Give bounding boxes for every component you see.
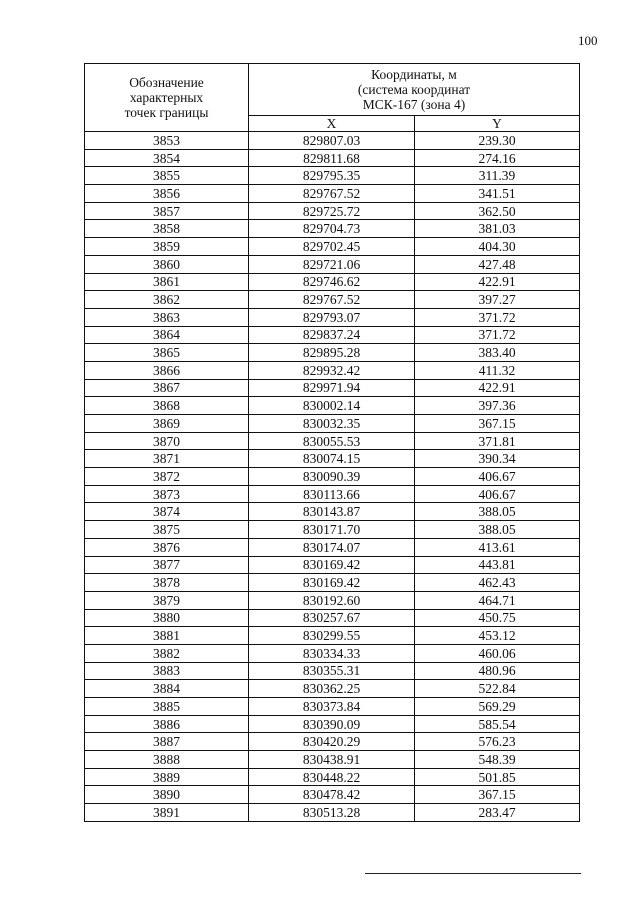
point-id-cell: 3856 <box>85 185 249 203</box>
point-id-cell: 3858 <box>85 220 249 238</box>
table-row <box>85 751 580 769</box>
x-coordinate-cell: 829811.68 <box>249 149 415 167</box>
x-coordinate-cell: 830334.33 <box>249 644 415 662</box>
point-id-cell: 3862 <box>85 291 249 309</box>
table-row <box>85 220 580 238</box>
table-row <box>85 591 580 609</box>
table-row <box>85 521 580 539</box>
x-coordinate-cell: 830174.07 <box>249 538 415 556</box>
x-coordinate-cell: 829704.73 <box>249 220 415 238</box>
table-row <box>85 291 580 309</box>
table-row <box>85 202 580 220</box>
y-coordinate-cell: 390.34 <box>415 450 580 468</box>
point-id-cell: 3887 <box>85 733 249 751</box>
table-row <box>85 361 580 379</box>
point-id-cell: 3868 <box>85 397 249 415</box>
y-coordinate-cell: 462.43 <box>415 574 580 592</box>
y-coordinate-cell: 239.30 <box>415 132 580 150</box>
point-id-cell: 3860 <box>85 255 249 273</box>
x-coordinate-cell: 830032.35 <box>249 415 415 433</box>
point-id-cell: 3866 <box>85 361 249 379</box>
y-coordinate-cell: 274.16 <box>415 149 580 167</box>
y-coordinate-cell: 585.54 <box>415 715 580 733</box>
point-id-cell: 3864 <box>85 326 249 344</box>
y-coordinate-cell: 406.67 <box>415 485 580 503</box>
table-row <box>85 804 580 822</box>
table-row <box>85 273 580 291</box>
table-row <box>85 255 580 273</box>
y-coordinate-cell: 480.96 <box>415 662 580 680</box>
table-row <box>85 397 580 415</box>
y-coordinate-cell: 388.05 <box>415 503 580 521</box>
x-coordinate-cell: 829932.42 <box>249 361 415 379</box>
x-coordinate-cell: 829795.35 <box>249 167 415 185</box>
x-coordinate-cell: 829971.94 <box>249 379 415 397</box>
table-row <box>85 574 580 592</box>
table-row <box>85 627 580 645</box>
table-row <box>85 185 580 203</box>
point-id-cell: 3865 <box>85 344 249 362</box>
x-coordinate-cell: 829767.52 <box>249 185 415 203</box>
point-id-cell: 3855 <box>85 167 249 185</box>
table-row <box>85 609 580 627</box>
y-coordinate-cell: 397.36 <box>415 397 580 415</box>
y-coordinate-cell: 311.39 <box>415 167 580 185</box>
y-coordinate-cell: 397.27 <box>415 291 580 309</box>
point-id-cell: 3875 <box>85 521 249 539</box>
x-coordinate-cell: 830513.28 <box>249 804 415 822</box>
table-row <box>85 167 580 185</box>
x-coordinate-cell: 830143.87 <box>249 503 415 521</box>
page-number: 100 <box>578 33 598 48</box>
y-coordinate-cell: 501.85 <box>415 768 580 786</box>
table-body <box>85 132 580 822</box>
table-row <box>85 379 580 397</box>
y-coordinate-cell: 450.75 <box>415 609 580 627</box>
x-coordinate-cell: 830448.22 <box>249 768 415 786</box>
table-row <box>85 503 580 521</box>
point-id-cell: 3859 <box>85 238 249 256</box>
point-id-cell: 3886 <box>85 715 249 733</box>
x-coordinate-cell: 830002.14 <box>249 397 415 415</box>
table-row <box>85 485 580 503</box>
point-id-cell: 3853 <box>85 132 249 150</box>
table-row <box>85 238 580 256</box>
x-coordinate-cell: 830478.42 <box>249 786 415 804</box>
table-row <box>85 326 580 344</box>
y-coordinate-cell: 576.23 <box>415 733 580 751</box>
y-coordinate-cell: 569.29 <box>415 698 580 716</box>
table-row <box>85 662 580 680</box>
table-row <box>85 149 580 167</box>
table-row <box>85 556 580 574</box>
x-coordinate-cell: 830438.91 <box>249 751 415 769</box>
x-coordinate-cell: 830113.66 <box>249 485 415 503</box>
point-id-cell: 3891 <box>85 804 249 822</box>
point-id-cell: 3871 <box>85 450 249 468</box>
x-coordinate-cell: 830257.67 <box>249 609 415 627</box>
point-id-cell: 3869 <box>85 415 249 433</box>
x-coordinate-cell: 829725.72 <box>249 202 415 220</box>
point-id-cell: 3854 <box>85 149 249 167</box>
table-row <box>85 415 580 433</box>
y-coordinate-cell: 367.15 <box>415 415 580 433</box>
y-coordinate-cell: 411.32 <box>415 361 580 379</box>
y-coordinate-cell: 548.39 <box>415 751 580 769</box>
point-id-cell: 3888 <box>85 751 249 769</box>
point-id-cell: 3883 <box>85 662 249 680</box>
point-id-cell: 3881 <box>85 627 249 645</box>
y-coordinate-cell: 443.81 <box>415 556 580 574</box>
x-column-header: X <box>249 116 415 132</box>
y-coordinate-cell: 371.81 <box>415 432 580 450</box>
table-row <box>85 308 580 326</box>
y-coordinate-cell: 371.72 <box>415 308 580 326</box>
x-coordinate-cell: 830192.60 <box>249 591 415 609</box>
y-coordinate-cell: 427.48 <box>415 255 580 273</box>
table-row <box>85 538 580 556</box>
x-coordinate-cell: 830074.15 <box>249 450 415 468</box>
y-coordinate-cell: 522.84 <box>415 680 580 698</box>
x-coordinate-cell: 830373.84 <box>249 698 415 716</box>
x-coordinate-cell: 830355.31 <box>249 662 415 680</box>
table-row <box>85 432 580 450</box>
x-coordinate-cell: 829807.03 <box>249 132 415 150</box>
coordinates-header: Координаты, м (система координат МСК-167 (зона 4) <box>249 64 580 116</box>
x-coordinate-cell: 830169.42 <box>249 574 415 592</box>
x-coordinate-cell: 830362.25 <box>249 680 415 698</box>
x-coordinate-cell: 830299.55 <box>249 627 415 645</box>
y-coordinate-cell: 422.91 <box>415 273 580 291</box>
table-row <box>85 680 580 698</box>
point-id-cell: 3863 <box>85 308 249 326</box>
y-coordinate-cell: 388.05 <box>415 521 580 539</box>
table-row <box>85 644 580 662</box>
point-id-cell: 3884 <box>85 680 249 698</box>
y-coordinate-cell: 381.03 <box>415 220 580 238</box>
x-coordinate-cell: 829702.45 <box>249 238 415 256</box>
point-id-cell: 3880 <box>85 609 249 627</box>
y-coordinate-cell: 460.06 <box>415 644 580 662</box>
y-coordinate-cell: 341.51 <box>415 185 580 203</box>
point-id-cell: 3885 <box>85 698 249 716</box>
point-id-cell: 3879 <box>85 591 249 609</box>
point-designation-header: Обозначение характерных точек границы <box>85 64 249 132</box>
y-coordinate-cell: 371.72 <box>415 326 580 344</box>
table-row <box>85 715 580 733</box>
y-coordinate-cell: 453.12 <box>415 627 580 645</box>
y-coordinate-cell: 422.91 <box>415 379 580 397</box>
footer-rule <box>365 873 581 874</box>
y-coordinate-cell: 367.15 <box>415 786 580 804</box>
point-id-cell: 3889 <box>85 768 249 786</box>
table-row <box>85 344 580 362</box>
table-row <box>85 450 580 468</box>
point-id-cell: 3867 <box>85 379 249 397</box>
point-id-cell: 3861 <box>85 273 249 291</box>
x-coordinate-cell: 830171.70 <box>249 521 415 539</box>
x-coordinate-cell: 829837.24 <box>249 326 415 344</box>
table-header-row <box>85 64 580 116</box>
x-coordinate-cell: 830420.29 <box>249 733 415 751</box>
point-id-cell: 3874 <box>85 503 249 521</box>
point-id-cell: 3876 <box>85 538 249 556</box>
point-id-cell: 3877 <box>85 556 249 574</box>
point-id-cell: 3857 <box>85 202 249 220</box>
table-row <box>85 786 580 804</box>
y-column-header: Y <box>415 116 580 132</box>
coordinates-table <box>84 63 580 822</box>
y-coordinate-cell: 464.71 <box>415 591 580 609</box>
x-coordinate-cell: 829895.28 <box>249 344 415 362</box>
point-id-cell: 3878 <box>85 574 249 592</box>
x-coordinate-cell: 830169.42 <box>249 556 415 574</box>
table-row <box>85 468 580 486</box>
x-coordinate-cell: 829746.62 <box>249 273 415 291</box>
x-coordinate-cell: 829793.07 <box>249 308 415 326</box>
x-coordinate-cell: 830390.09 <box>249 715 415 733</box>
point-id-cell: 3890 <box>85 786 249 804</box>
y-coordinate-cell: 283.47 <box>415 804 580 822</box>
y-coordinate-cell: 406.67 <box>415 468 580 486</box>
table-row <box>85 132 580 150</box>
y-coordinate-cell: 383.40 <box>415 344 580 362</box>
table-row <box>85 698 580 716</box>
point-id-cell: 3872 <box>85 468 249 486</box>
table-row <box>85 733 580 751</box>
point-id-cell: 3882 <box>85 644 249 662</box>
x-coordinate-cell: 829721.06 <box>249 255 415 273</box>
y-coordinate-cell: 362.50 <box>415 202 580 220</box>
x-coordinate-cell: 829767.52 <box>249 291 415 309</box>
y-coordinate-cell: 413.61 <box>415 538 580 556</box>
point-id-cell: 3870 <box>85 432 249 450</box>
y-coordinate-cell: 404.30 <box>415 238 580 256</box>
x-coordinate-cell: 830090.39 <box>249 468 415 486</box>
point-id-cell: 3873 <box>85 485 249 503</box>
x-coordinate-cell: 830055.53 <box>249 432 415 450</box>
table-row <box>85 768 580 786</box>
